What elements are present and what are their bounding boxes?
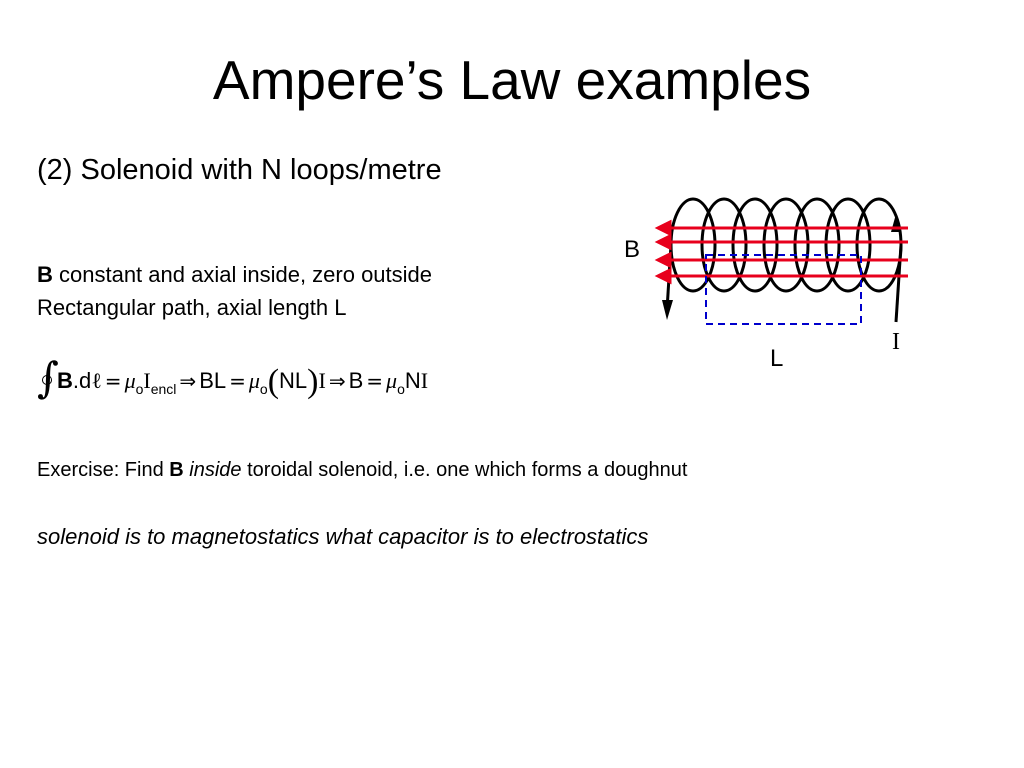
field-arrow-icon [658, 254, 670, 266]
field-arrow-icon [658, 270, 670, 282]
exercise-b-symbol: B [169, 459, 184, 481]
slide-title: Ampere’s Law examples [212, 49, 812, 111]
eq-sub-encl: encl [150, 381, 177, 397]
current-label: I [892, 329, 900, 355]
eq-implies-1: ⇒ [179, 369, 197, 393]
eq-b: B [348, 368, 364, 393]
b-field-symbol: B [37, 262, 53, 287]
eq-sub-o-1: o [135, 381, 144, 397]
field-arrow-icon [658, 222, 670, 234]
eq-mu-3: μ [386, 368, 398, 393]
field-arrow-icon [658, 236, 670, 248]
contour-circle-icon [42, 375, 52, 385]
exercise-prefix: Exercise: Find [37, 459, 170, 481]
length-label: L [770, 345, 784, 372]
eq-bl: BL [199, 368, 227, 393]
section-heading: (2) Solenoid with N loops/metre [37, 154, 442, 186]
current-arrow-down-icon [662, 300, 673, 320]
eq-mu-1: μ [124, 368, 136, 393]
exercise-text [37, 455, 687, 485]
eq-current-1: I [143, 368, 151, 393]
statement-line-2: Rectangular path, axial length L [37, 295, 347, 320]
eq-nl: NL [279, 368, 308, 393]
eq-dot-d: .d [72, 368, 92, 393]
eq-equals-3: = [366, 369, 384, 393]
eq-ell: ℓ [91, 368, 102, 393]
eq-b-vector: B [57, 368, 73, 393]
exercise-inside: inside [189, 459, 242, 481]
analogy-text: solenoid is to magnetostatics what capacitor is to electrostatics [37, 524, 649, 549]
eq-rparen: ) [307, 363, 319, 400]
solenoid-diagram [610, 180, 920, 340]
eq-mu-2: μ [248, 368, 260, 393]
statement-line-1-text: constant and axial inside, zero outside [52, 262, 433, 287]
eq-n: N [404, 368, 421, 393]
integral-icon: ∫ [37, 353, 59, 402]
lead-right [896, 245, 901, 322]
eq-implies-2: ⇒ [328, 369, 346, 393]
eq-lparen: ( [267, 363, 280, 400]
eq-equals-2: = [229, 369, 246, 393]
eq-sub-o-2: o [259, 381, 268, 397]
eq-equals-1: = [104, 369, 122, 393]
field-label: B [624, 236, 641, 263]
equation-body [57, 363, 429, 404]
exercise-suffix: toroidal solenoid, i.e. one which forms a doughnut [241, 459, 688, 481]
eq-sub-o-3: o [397, 381, 405, 397]
eq-current-3: I [420, 368, 429, 393]
statement-line-1 [37, 260, 432, 290]
eq-current-2: I [318, 368, 326, 393]
